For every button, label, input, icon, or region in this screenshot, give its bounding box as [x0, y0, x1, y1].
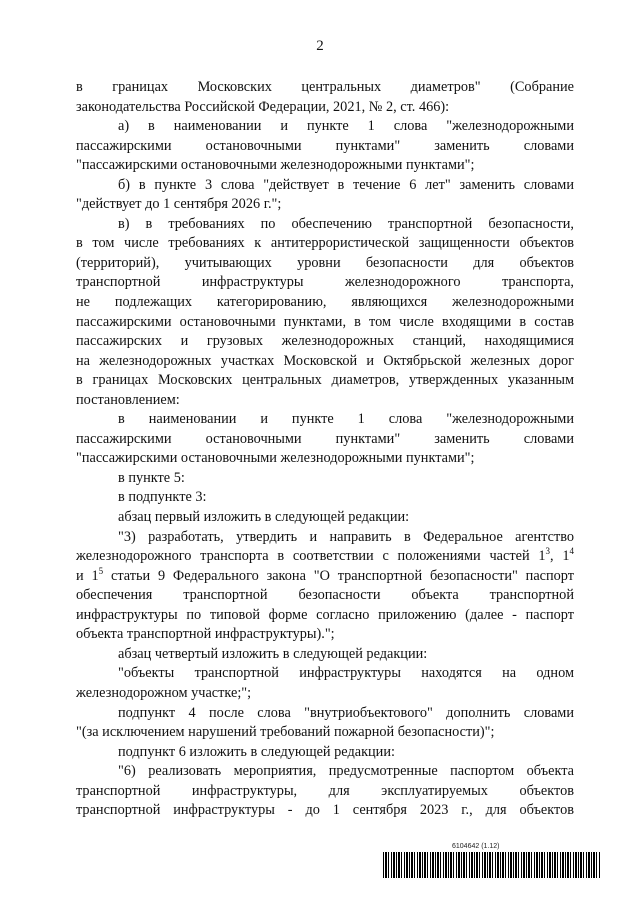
text-line: пассажирскими остановочными пунктами" заменить словами	[76, 430, 574, 447]
text-line: пассажирских и грузовых железнодорожных станций, находящимися	[76, 333, 574, 350]
text-line: подпункт 6 изложить в следующей редакции:	[118, 743, 395, 760]
text-line: в) в требованиях по обеспечению транспортной безопасности,	[118, 215, 574, 232]
superscript: 3	[545, 546, 551, 557]
text-line: пассажирскими остановочными пунктами" заменить словами	[76, 137, 574, 154]
text-line: железнодорожном участке;";	[76, 684, 252, 701]
text-line: транспортной инфраструктуры железнодорожного транспорта,	[76, 274, 574, 291]
text-line: пассажирскими остановочными пунктами, в том числе входящими в состав	[76, 313, 574, 330]
text-line: постановлением:	[76, 391, 180, 408]
text-line: в границах Московских центральных диаметров" (Собрание	[76, 79, 574, 95]
text-fragment: статьи 9 Федерального закона "О транспортной безопасности" паспорт	[103, 567, 575, 584]
text-fragment: железнодорожного транспорта в соответствии с положениями частей 1	[76, 548, 546, 565]
text-line: (территорий), учитывающих уровни безопасности для объектов	[76, 254, 574, 271]
text-line: абзац четвертый изложить в следующей редакции:	[118, 645, 428, 662]
text-line: а) в наименовании и пункте 1 слова "железнодорожными	[118, 118, 574, 135]
text-line: в подпункте 3:	[118, 489, 207, 506]
superscript: 5	[98, 565, 104, 576]
text-line: не подлежащих категорированию, являющихся железнодорожными	[76, 294, 574, 311]
text-line: транспортной инфраструктуры - до 1 сентября 2023 г., для объектов	[76, 802, 574, 819]
text-line: "действует до 1 сентября 2026 г.";	[76, 196, 282, 213]
text-line: "6) реализовать мероприятия, предусмотренные паспортом объекта	[118, 763, 574, 780]
superscript: 4	[569, 546, 575, 557]
text-line: в пункте 5:	[118, 469, 185, 486]
text-line: законодательства Российской Федерации, 2021, № 2, ст. 466):	[76, 98, 450, 115]
text-line: обеспечения транспортной безопасности объекта транспортной	[76, 587, 574, 604]
page-number: 2	[316, 38, 324, 54]
text-line: подпункт 4 после слова "внутриобъектового" дополнить словами	[118, 704, 574, 721]
text-line: в том числе требованиях к антитеррористической защищенности объектов	[76, 235, 574, 252]
text-line	[76, 547, 574, 567]
text-line: "(за исключением нарушений требований пожарной безопасности)";	[76, 724, 495, 741]
text-fragment: и 1	[76, 567, 99, 584]
document-code: 6104642 (1.12)	[452, 843, 500, 850]
text-line: "объекты транспортной инфраструктуры находятся на одном	[118, 665, 574, 682]
text-line: объекта транспортной инфраструктуры).";	[76, 626, 335, 643]
text-fragment: , 1	[550, 548, 570, 565]
text-line: инфраструктуры по типовой форме согласно приложению (далее - паспорт	[76, 606, 574, 623]
text-line: абзац первый изложить в следующей редакции:	[118, 509, 410, 526]
text-line: "пассажирскими остановочными железнодорожными пунктами";	[76, 450, 475, 467]
text-line	[76, 567, 574, 587]
document-body	[76, 78, 574, 821]
text-line: б) в пункте 3 слова "действует в течение 6 лет" заменить словами	[118, 176, 574, 193]
text-line: "3) разработать, утвердить и направить в Федеральное агентство	[118, 528, 574, 545]
text-line: в наименовании и пункте 1 слова "железнодорожными	[118, 411, 574, 428]
barcode	[383, 852, 601, 878]
text-line: на железнодорожных участках Московской и Октябрьской железных дорог	[76, 352, 574, 369]
text-line: в границах Московских центральных диаметров, утвержденных указанным	[76, 372, 574, 389]
text-line: транспортной инфраструктуры, для эксплуатируемых объектов	[76, 782, 574, 799]
text-line: "пассажирскими остановочными железнодорожными пунктами";	[76, 157, 475, 174]
